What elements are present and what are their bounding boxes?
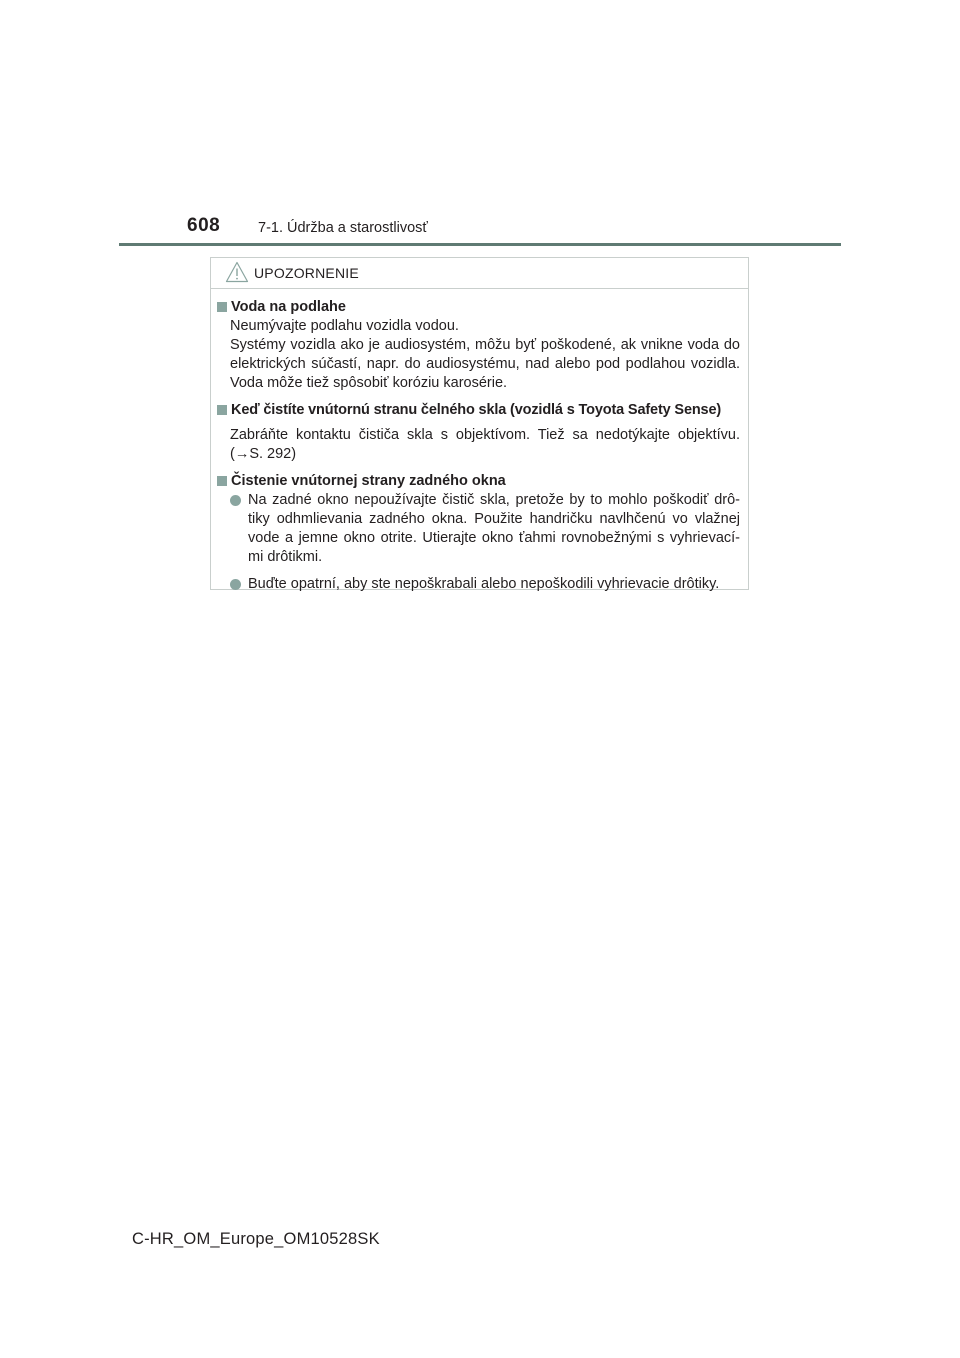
circle-bullet-icon: [230, 495, 241, 506]
list-item: [248, 491, 740, 567]
paragraph-line: Zabráňte kontaktu čističa skla s objektívom. Tiež sa nedotýkajte objektívu. (→S. 292): [230, 427, 740, 462]
paragraph: [230, 426, 740, 464]
list-item-text: Buďte opatrní, aby ste nepoškrabali alebo nepoškodili vyhrievacie drôtiky.: [248, 576, 720, 592]
caution-header: [211, 258, 748, 289]
list-item: [248, 575, 740, 594]
caution-label: UPOZORNENIE: [254, 265, 359, 281]
item-title-windshield: [211, 401, 748, 420]
warning-triangle-icon: [225, 261, 249, 283]
item-title-water-floor: [211, 298, 748, 317]
list-item-text: Na zadné okno nepoužívajte čistič skla, pretože by to mohlo poškodiť drô- tiky odhmlievania zadného okna. Použite handričku navlhčenú vo vlažnej vode a jemne okno otrite. Utierajte okno ťahmi rovnobežnými s vyhrievací- mi drôtikmi.: [248, 492, 740, 565]
item-title-text: Čistenie vnútornej strany zadného okna: [231, 473, 506, 489]
paragraph-line: Neumývajte podlahu vozidla vodou.: [230, 318, 459, 334]
paragraph-line: Systémy vozidla ako je audiosystém, môžu byť poškodené, ak vnikne voda do elektrických súčastí, napr. do audiosystému, nad alebo pod podlahou vozidla. Voda môže tiež spôsobiť koróziu karosérie.: [230, 337, 740, 391]
item-title-text: Voda na podlahe: [231, 299, 346, 315]
item-title-rear-window: [211, 472, 748, 491]
caution-body: [211, 298, 748, 594]
square-bullet-icon: [217, 302, 227, 312]
square-bullet-icon: [217, 405, 227, 415]
document-code: C-HR_OM_Europe_OM10528SK: [132, 1230, 380, 1248]
square-bullet-icon: [217, 476, 227, 486]
caution-box: [210, 257, 749, 590]
header-divider: [119, 243, 841, 246]
paragraph: [230, 317, 740, 393]
page-number: 608: [187, 215, 221, 236]
circle-bullet-icon: [230, 579, 241, 590]
item-title-text: Keď čistíte vnútornú stranu čelného skla (vozidlá s Toyota Safety Sense): [231, 402, 722, 418]
section-title: 7-1. Údržba a starostlivosť: [258, 220, 428, 236]
